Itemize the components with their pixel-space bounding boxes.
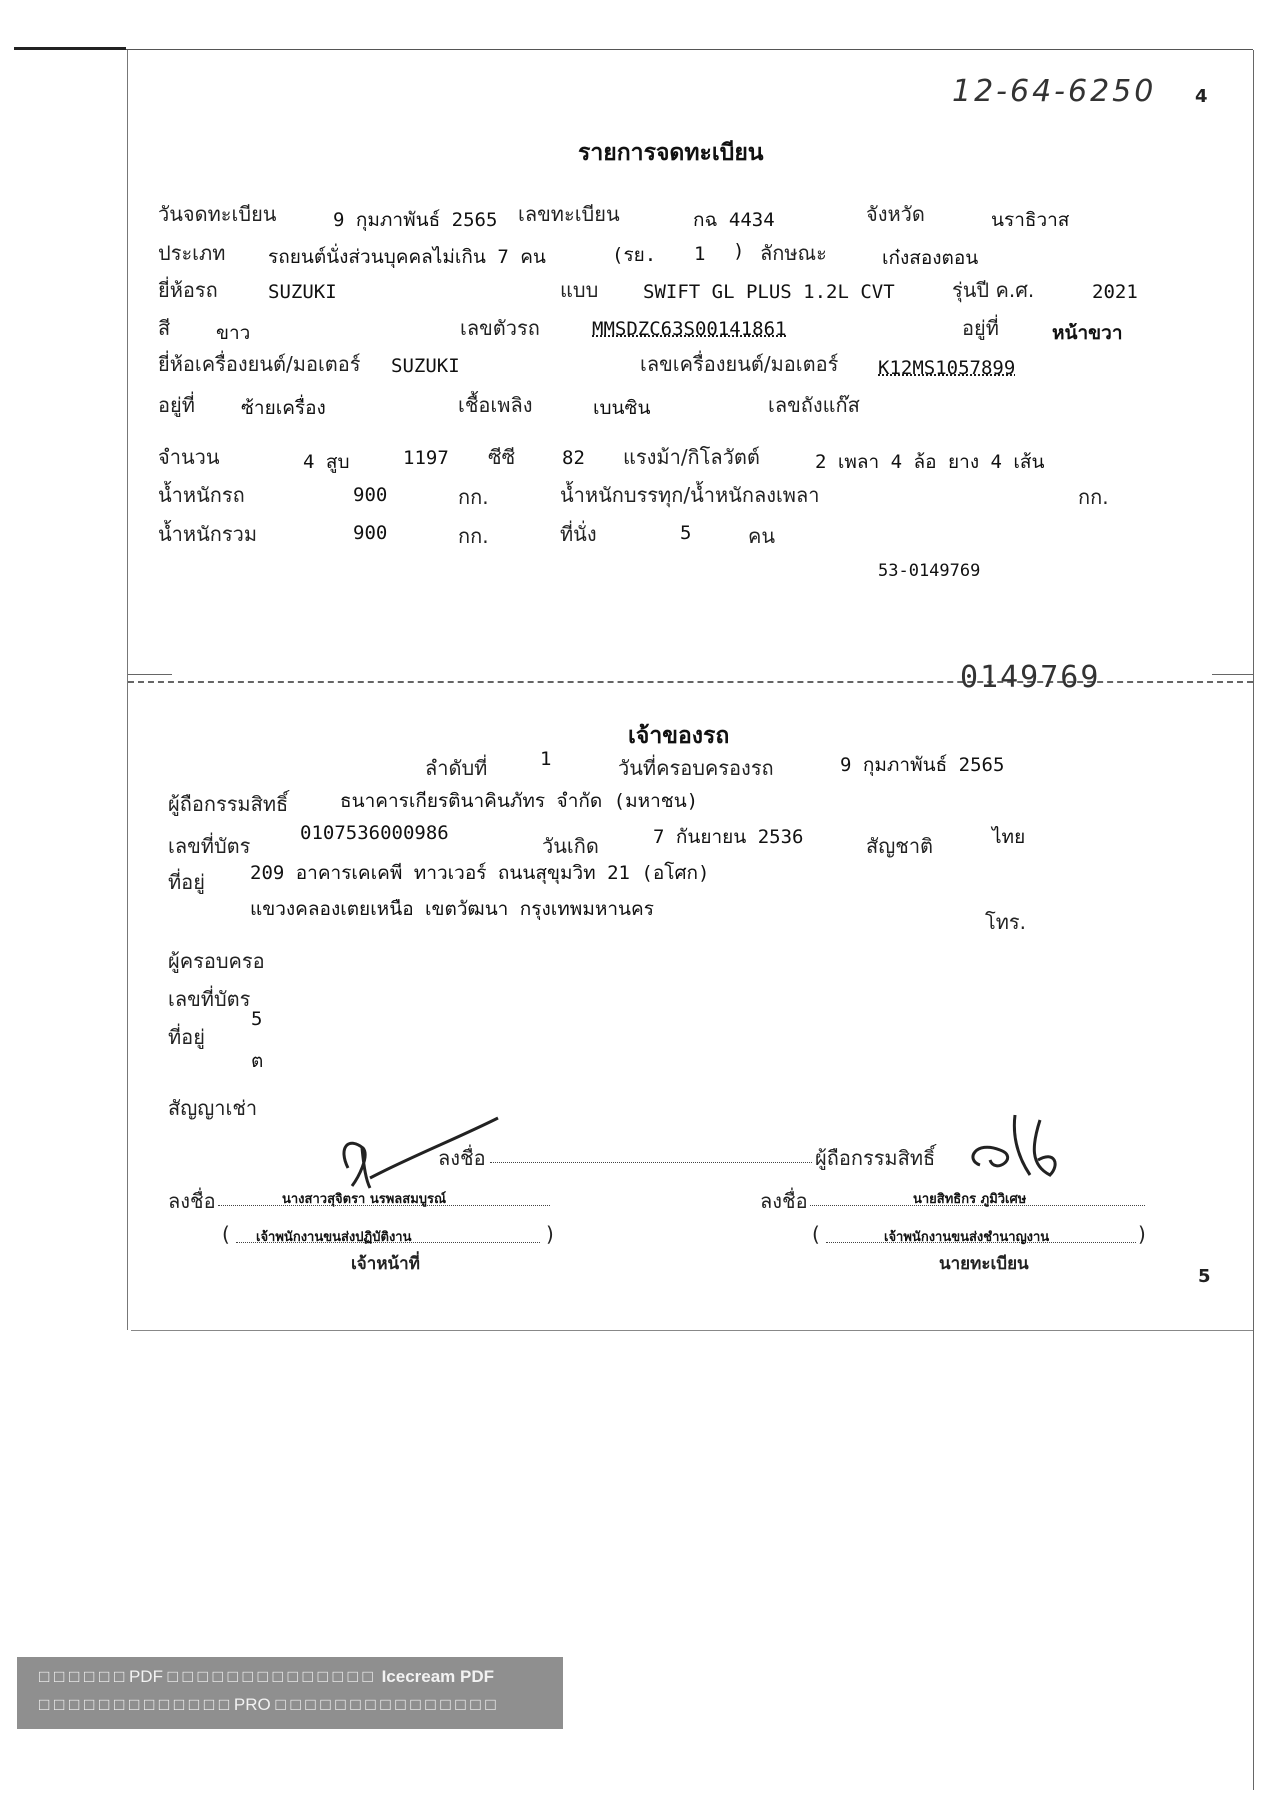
load-unit: กก. <box>1078 485 1109 509</box>
vin-label: เลขตัวรถ <box>460 316 540 340</box>
sequence-value: 1 <box>540 748 552 770</box>
gas-tank-label: เลขถังแก๊ส <box>768 393 860 417</box>
top-rule-thin <box>126 49 1253 50</box>
page-mark-bottom: 5 <box>1198 1266 1211 1287</box>
sign-label-left: ลงชื่อ <box>168 1189 216 1213</box>
document-number: 53-0149769 <box>878 561 981 581</box>
fuel-value: เบนซิน <box>593 397 651 419</box>
registrar-name: นายสิทธิกร ภูมิวิเศษ <box>913 1192 1027 1207</box>
seats-value: 5 <box>680 522 692 544</box>
owner-title: เจ้าของรถ <box>628 722 730 749</box>
plate-value: กฉ 4434 <box>693 209 775 231</box>
perforation-mark-left <box>128 674 172 675</box>
registrar-paren-open: ( <box>812 1222 820 1246</box>
possessor-label: ผู้ครอบครอ <box>168 949 265 973</box>
vin-location-label: อยู่ที่ <box>962 316 999 340</box>
engine-number-label: เลขเครื่องยนต์/มอเตอร์ <box>640 352 839 376</box>
officer-paren-close: ) <box>546 1222 554 1246</box>
seats-label: ที่นั่ง <box>560 522 597 546</box>
model-label: แบบ <box>560 278 599 302</box>
top-rule <box>14 47 126 50</box>
brand-value: SUZUKI <box>268 281 337 303</box>
sign-label-top: ลงชื่อ <box>438 1146 486 1170</box>
officer-position: เจ้าพนักงานขนส่งปฏิบัติงาน <box>256 1230 412 1245</box>
cc-value: 1197 <box>403 447 449 469</box>
weight-value: 900 <box>353 484 388 506</box>
cc-label: ซีซี <box>488 445 516 469</box>
nationality-value: ไทย <box>992 826 1026 848</box>
holder-sign-label: ผู้ถือกรรมสิทธิ์ <box>815 1146 936 1170</box>
load-label: น้ำหนักบรรทุก/น้ำหนักลงเพลา <box>560 483 820 507</box>
perforation-mark-right <box>1212 674 1253 675</box>
serial-number: 0149769 <box>960 660 1101 695</box>
sign-label-right: ลงชื่อ <box>760 1189 808 1213</box>
vin-location-value: หน้าขวา <box>1052 322 1123 344</box>
bottom-rule <box>131 1330 1253 1331</box>
type-code-open: (รย. <box>612 244 657 266</box>
seats-unit: คน <box>748 524 776 548</box>
vin-value: MMSDZC63S00141861 <box>592 318 787 340</box>
registration-title: รายการจดทะเบียน <box>578 139 764 166</box>
possession-date-label: วันที่ครอบครองรถ <box>618 756 774 780</box>
registrar-position: เจ้าพนักงานขนส่งชำนาญงาน <box>884 1230 1050 1245</box>
engine-number-value: K12MS1057899 <box>878 357 1016 379</box>
right-border <box>1253 50 1254 1790</box>
registrar-paren-close: ) <box>1138 1222 1146 1246</box>
sequence-label: ลำดับที่ <box>425 756 488 780</box>
engine-location-value: ซ้ายเครื่อง <box>241 397 326 419</box>
nationality-label: สัญชาติ <box>866 834 934 858</box>
registration-date-value: 9 กุมภาพันธ์ 2565 <box>333 209 498 231</box>
model-year-label: รุ่นปี ค.ศ. <box>952 278 1035 302</box>
birth-date-label: วันเกิด <box>542 834 599 858</box>
engine-location-label: อยู่ที่ <box>158 393 195 417</box>
horsepower-label: แรงม้า/กิโลวัตต์ <box>623 445 760 469</box>
officer-paren-open: ( <box>222 1222 230 1246</box>
registrar-title: นายทะเบียน <box>939 1254 1029 1274</box>
address-line-2: แขวงคลองเตยเหนือ เขตวัฒนา กรุงเทพมหานคร <box>250 898 654 920</box>
holder-label: ผู้ถือกรรมสิทธิ์ <box>168 792 289 816</box>
color-label: สี <box>158 316 171 340</box>
page-mark-top: 4 <box>1195 86 1208 107</box>
style-value: เก๋งสองตอน <box>882 247 979 269</box>
watermark-brand: Icecream PDF <box>381 1667 495 1686</box>
plate-label: เลขทะเบียน <box>518 202 620 226</box>
possessor-id-label: เลขที่บัตร <box>168 987 251 1011</box>
horsepower-value: 82 <box>562 447 585 469</box>
pdf-watermark <box>17 1657 563 1729</box>
type-label: ประเภท <box>158 241 226 265</box>
province-value: นราธิวาส <box>991 209 1070 231</box>
model-year-value: 2021 <box>1092 281 1138 303</box>
axle-value: 2 เพลา 4 ล้อ ยาง 4 เส้น <box>815 451 1045 473</box>
lease-label: สัญญาเช่า <box>168 1096 258 1120</box>
sign-line-top <box>490 1162 812 1163</box>
registration-date-label: วันจดทะเบียน <box>158 202 277 226</box>
address-label: ที่อยู่ <box>168 870 205 894</box>
watermark-line-2: □ □ □ □ □ □ □ □ □ □ □ □ □ PRO □ □ □ □ □ □ □ □ □ □ □ □ □ □ □ <box>39 1695 496 1714</box>
possessor-fragment-2: ต <box>251 1050 264 1072</box>
engine-brand-label: ยี่ห้อเครื่องยนต์/มอเตอร์ <box>158 352 361 376</box>
gross-weight-label: น้ำหนักรวม <box>158 522 258 546</box>
gross-weight-value: 900 <box>353 522 388 544</box>
type-code-close: ) <box>733 240 745 262</box>
possessor-fragment-1: 5 <box>251 1008 263 1030</box>
count-label: จำนวน <box>158 445 220 469</box>
phone-label: โทร. <box>985 910 1027 934</box>
fuel-label: เชื้อเพลิง <box>458 393 533 417</box>
weight-label: น้ำหนักรถ <box>158 483 245 507</box>
color-value: ขาว <box>216 322 251 344</box>
gross-weight-unit: กก. <box>458 524 489 548</box>
birth-date-value: 7 กันยายน 2536 <box>653 826 804 848</box>
handwritten-reference: 12-64-6250 <box>952 74 1157 109</box>
officer-name: นางสาวสุจิตรา นรพลสมบูรณ์ <box>282 1192 447 1207</box>
id-card-value: 0107536000986 <box>300 822 449 844</box>
officer-title: เจ้าหน้าที่ <box>351 1254 420 1274</box>
watermark-line-1 <box>39 1667 494 1687</box>
type-code-value: 1 <box>694 243 706 265</box>
watermark-line-1-text: □ □ □ □ □ □ PDF □ □ □ □ □ □ □ □ □ □ □ □ □ □ <box>39 1667 373 1686</box>
possessor-address-label: ที่อยู่ <box>168 1025 205 1049</box>
model-value: SWIFT GL PLUS 1.2L CVT <box>643 281 895 303</box>
holder-signature <box>960 1105 1080 1185</box>
holder-value: ธนาคารเกียรตินาคินภัทร จำกัด (มหาชน) <box>340 790 699 812</box>
province-label: จังหวัด <box>866 202 925 226</box>
weight-unit: กก. <box>458 485 489 509</box>
possession-date-value: 9 กุมภาพันธ์ 2565 <box>840 754 1005 776</box>
style-label: ลักษณะ <box>760 241 827 265</box>
id-card-label: เลขที่บัตร <box>168 834 251 858</box>
engine-brand-value: SUZUKI <box>391 355 460 377</box>
left-border <box>127 50 128 1330</box>
address-line-1: 209 อาคารเคเคพี ทาวเวอร์ ถนนสุขุมวิท 21 (อโศก) <box>250 862 710 884</box>
type-value: รถยนต์นั่งส่วนบุคคลไม่เกิน 7 คน <box>268 246 546 268</box>
brand-label: ยี่ห้อรถ <box>158 278 218 302</box>
cylinders-value: 4 สูบ <box>303 451 350 473</box>
